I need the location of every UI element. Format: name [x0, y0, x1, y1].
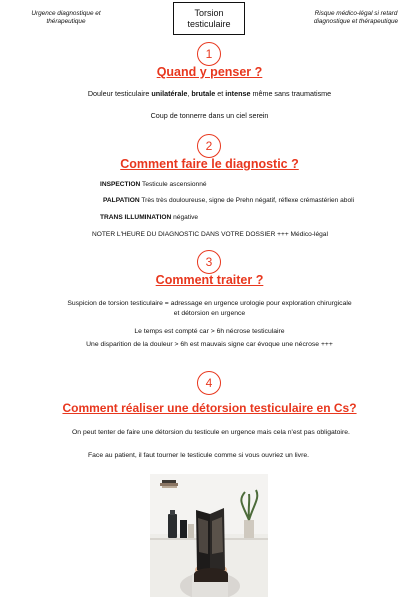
emphasis-intense: intense [225, 89, 251, 98]
section-3-number: 3 [197, 250, 221, 274]
emphasis-brutale: brutale [191, 89, 216, 98]
section-1-heading: Quand y penser ? [156, 65, 263, 79]
treatment-line: Suspicion de torsion testiculaire = adressage en urgence urologie pour exploration chirurgicale [67, 300, 352, 307]
section-3-heading: Comment traiter ? [155, 273, 264, 287]
diagnostic-item-palpation [103, 196, 354, 205]
header-right-note [297, 10, 415, 26]
item-text: Testicule ascensionné [140, 181, 207, 188]
item-text: négative [171, 214, 199, 221]
section-2-number: 2 [197, 134, 221, 158]
text-segment: même sans traumatisme [250, 89, 332, 98]
header-right-line: diagnostique et thérapeutique [313, 18, 399, 25]
section-1-line-1 [0, 89, 419, 98]
section-4-heading: Comment réaliser une détorsion testiculaire en Cs? [62, 401, 357, 415]
treatment-line: Une disparition de la douleur > 6h est mauvais signe car évoque une nécrose +++ [86, 341, 333, 348]
page-title-box [173, 2, 245, 35]
section-2-heading: Comment faire le diagnostic ? [120, 157, 299, 171]
detorsion-photo [150, 474, 268, 597]
section-1-number: 1 [197, 42, 221, 66]
treatment-line: et détorsion en urgence [173, 310, 246, 317]
text-segment: et [215, 89, 226, 98]
detorsion-line: On peut tenter de faire une détorsion du testicule en urgence mais cela n'est pas obligatoire. [72, 429, 350, 436]
text-segment: Douleur testiculaire [87, 89, 152, 98]
section-4-number: 4 [197, 371, 221, 395]
header-left-line: thérapeutique [46, 18, 86, 25]
page-title-line: Torsion [194, 8, 224, 18]
diagnostic-note: NOTER L'HEURE DU DIAGNOSTIC DANS VOTRE DOSSIER +++ Médico-légal [92, 231, 328, 238]
treatment-line: Le temps est compté car > 6h nécrose testiculaire [134, 328, 285, 335]
item-text: Très très douloureuse, signe de Prehn négatif, réflexe crémastérien aboli [139, 197, 355, 204]
section-1-line-2: Coup de tonnerre dans un ciel serein [150, 111, 269, 120]
page-title-line: testiculaire [187, 18, 231, 29]
detorsion-line: Face au patient, il faut tourner le testicule comme si vous ouvriez un livre. [88, 452, 310, 459]
item-label: PALPATION [103, 197, 140, 204]
photo-illustration [150, 474, 268, 597]
emphasis-unilaterale: unilatérale [151, 89, 188, 98]
header-right-line: Risque médico-légal si retard [314, 10, 398, 17]
diagnostic-item-trans-illumination [100, 213, 198, 222]
diagnostic-item-inspection [100, 180, 207, 189]
header-left-line: Urgence diagnostique et [31, 10, 101, 17]
header-left-note [6, 10, 126, 26]
item-label: TRANS ILLUMINATION [100, 214, 172, 221]
text-segment: , [187, 89, 192, 98]
item-label: INSPECTION [100, 181, 141, 188]
